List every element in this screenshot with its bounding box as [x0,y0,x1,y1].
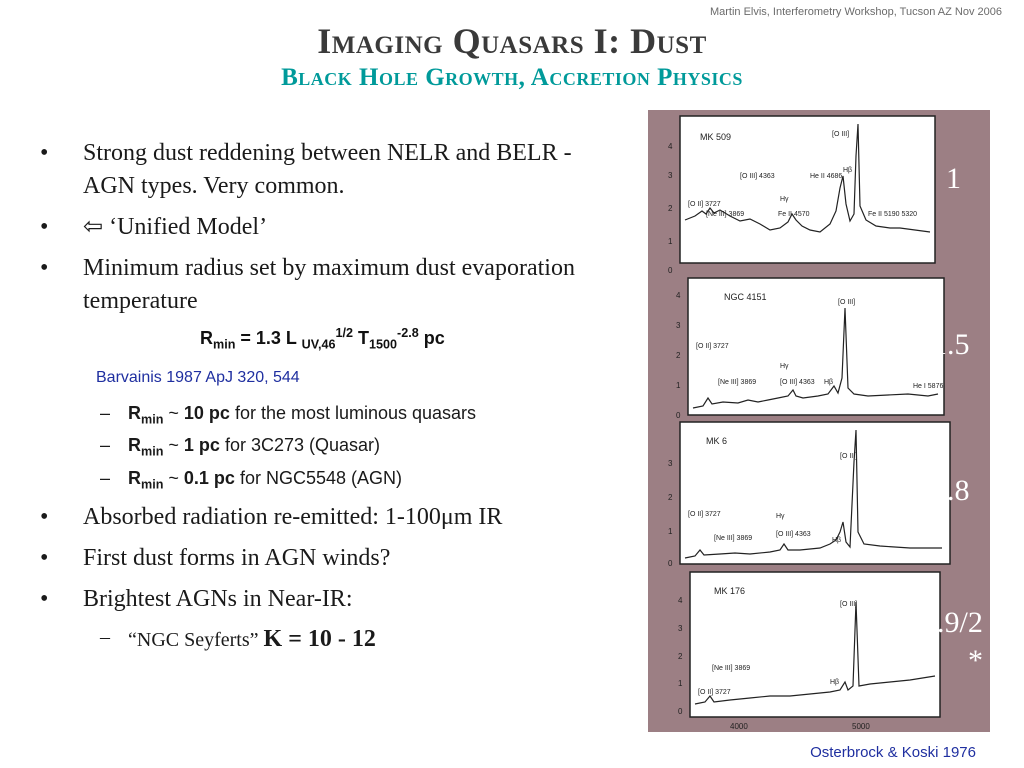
slide-subtitle: Black Hole Growth, Accretion Physics [281,64,743,91]
rmin-formula: $R_{min} = 1.3$ L $_{UV,46}^{1/2}$ $T_{1500}^{-2.8}$ pc [200,326,445,352]
x-tick-4000: 4000 [730,722,748,731]
svg-text:Hβ: Hβ [830,679,840,686]
svg-text:[O III]: [O III] [832,131,850,138]
svg-text:[O III] 4363: [O III] 4363 [740,173,775,180]
svg-text:[O II] 3727: [O II] 3727 [696,343,729,350]
type-label-star: * [968,644,983,677]
svg-text:0: 0 [668,266,673,275]
panel-title: NGC 4151 [724,292,767,302]
panel-title: MK 509 [700,132,732,142]
osterbrock-reference: Osterbrock & Koski 1976 [810,744,976,761]
panel-title: MK 176 [714,586,746,596]
type-label-1-9-2: 1.9/2 [922,606,983,639]
svg-text:[O III]: [O III] [838,299,856,306]
panel-ngc4151 [676,278,944,420]
panel-mk6 [668,422,950,568]
svg-text:[O II] 3727: [O II] 3727 [688,201,721,208]
x-tick-5000: 5000 [852,722,870,731]
svg-text:1: 1 [678,679,683,688]
svg-text:[O III] 4363: [O III] 4363 [780,379,815,386]
svg-text:Hβ: Hβ [843,167,853,174]
svg-text:0: 0 [676,411,681,420]
spectra-figure [648,110,990,732]
svg-text:3: 3 [676,321,681,330]
svg-text:[O II] 3727: [O II] 3727 [688,511,721,518]
svg-text:Hγ: Hγ [780,363,789,370]
svg-text:Fe II 4570: Fe II 4570 [778,211,810,218]
type-label-1-8: 1.8 [932,474,970,507]
svg-text:Hβ: Hβ [832,537,842,544]
svg-text:0: 0 [678,707,683,716]
svg-text:4: 4 [678,596,683,605]
svg-text:Hβ: Hβ [824,379,834,386]
svg-text:2: 2 [668,493,673,502]
svg-text:1: 1 [668,527,673,536]
svg-text:[O III]: [O III] [840,601,858,608]
svg-text:2: 2 [678,652,683,661]
svg-text:3: 3 [678,624,683,633]
svg-text:[Ne III] 3869: [Ne III] 3869 [712,665,751,672]
svg-text:2: 2 [676,351,681,360]
svg-text:[Ne III] 3869: [Ne III] 3869 [706,211,745,218]
svg-text:0: 0 [668,559,673,568]
svg-text:3: 3 [668,171,673,180]
svg-text:3: 3 [668,459,673,468]
svg-text:2: 2 [668,204,673,213]
svg-text:4: 4 [676,291,681,300]
svg-text:He I 5876: He I 5876 [913,383,944,390]
svg-text:[O III] 4363: [O III] 4363 [776,531,811,538]
svg-text:1: 1 [668,237,673,246]
svg-text:Fe II 5190 5320: Fe II 5190 5320 [868,211,918,218]
svg-text:Hγ: Hγ [780,196,789,203]
slide-title: Imaging Quasars I: Dust [317,21,707,61]
svg-text:[Ne III] 3869: [Ne III] 3869 [718,379,757,386]
svg-text:1: 1 [676,381,681,390]
slide-credit: Martin Elvis, Interferometry Workshop, Tucson AZ Nov 2006 [709,6,1002,18]
panel-mk509 [668,116,935,275]
svg-text:Hγ: Hγ [776,513,785,520]
type-label-1-5: 1.5 [932,328,970,361]
svg-text:4: 4 [668,142,673,151]
type-label-1: 1 [946,162,961,195]
panel-mk176 [678,572,940,731]
svg-text:[O III]: [O III] [840,453,858,460]
svg-text:[O II] 3727: [O II] 3727 [698,689,731,696]
svg-text:[Ne III] 3869: [Ne III] 3869 [714,535,753,542]
svg-text:He II 4686: He II 4686 [810,173,843,180]
barvainis-reference: Barvainis 1987 ApJ 320, 544 [96,369,300,386]
panel-title: MK 6 [706,436,728,446]
